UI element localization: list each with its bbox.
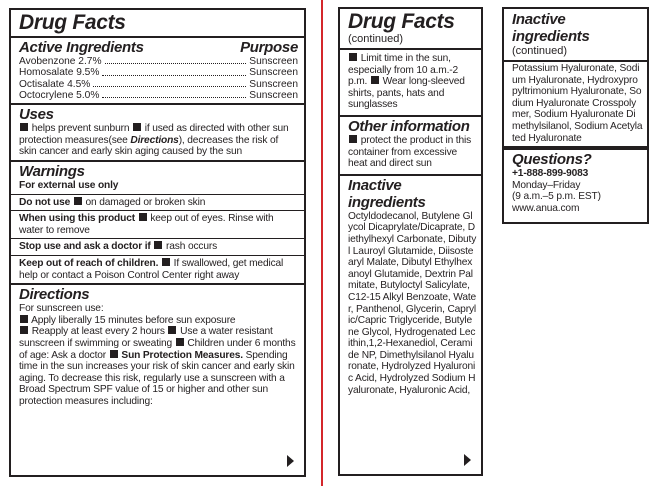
active-ingredients-heading: Active Ingredients <box>19 39 144 56</box>
hours-time: (9 a.m.–5 p.m. EST) <box>512 191 601 203</box>
black-square-bullet-icon <box>74 197 82 205</box>
when-using-text <box>19 213 298 236</box>
other-information-text <box>348 135 477 170</box>
ingredient-row <box>19 67 298 78</box>
when-using-label: When using this product <box>19 213 135 225</box>
questions-heading: Questions? <box>512 151 592 169</box>
uses-part-b: if used as directed with other sun protection measures(see <box>19 123 289 146</box>
uses-part-a: helps prevent sunburn <box>31 123 130 135</box>
ingredient-row <box>19 79 298 90</box>
continue-arrow-icon <box>464 454 471 466</box>
inactive-ingredients-heading: Inactive ingredients <box>512 11 590 45</box>
inactive-ingredients-text: Potassium Hyaluronate, Sodium Hyaluronate, Hydroxypropyltrimonium Hyaluronate, Sodium Hyaluronate Crosspolymer, Sodium Hyaluronate Dimethylsilanol, Sodium Acetylated Hyaluronate <box>512 63 643 144</box>
sun-measures-text <box>348 53 477 111</box>
divider <box>11 160 304 162</box>
divider <box>340 48 481 50</box>
direction-item <box>19 315 298 327</box>
wear-clothing-text: Wear long-sleeved shirts, pants, hats and sunglasses <box>348 76 465 111</box>
website-text: www.anua.com <box>512 202 580 214</box>
black-square-bullet-icon <box>20 326 28 334</box>
drug-facts-panel-1 <box>9 8 306 477</box>
black-square-bullet-icon <box>133 123 141 131</box>
direction-4: Children under 6 months of age: Ask a doctor <box>19 337 296 361</box>
uses-heading: Uses <box>19 106 54 124</box>
external-use-text: For external use only <box>19 179 119 191</box>
stop-use-text <box>19 241 298 253</box>
divider <box>11 103 304 105</box>
leader-dots <box>105 63 247 64</box>
ingredient-name: Octocrylene 5.0% <box>19 89 100 101</box>
uses-text <box>19 123 298 158</box>
ingredient-purpose: Sunscreen <box>249 78 298 90</box>
panel-title: Drug Facts <box>348 10 455 33</box>
black-square-bullet-icon <box>162 258 170 266</box>
uses-part-c: ), decreases the risk of skin cancer and early skin aging caused by the sun <box>19 134 279 158</box>
leader-dots <box>102 75 246 76</box>
direction-3: Use a water resistant sunscreen if swimming or sweating <box>19 326 273 349</box>
inactive-ingredients-heading: Inactive ingredients <box>348 176 426 211</box>
ingredient-purpose: Sunscreen <box>249 67 298 79</box>
divider <box>340 115 481 117</box>
black-square-bullet-icon <box>349 53 357 61</box>
stop-use-detail: rash occurs <box>166 241 218 253</box>
leader-dots <box>93 86 246 87</box>
ingredients-list <box>19 56 298 101</box>
divider <box>11 194 304 195</box>
black-square-bullet-icon <box>168 326 176 334</box>
black-square-bullet-icon <box>20 123 28 131</box>
limit-sun-text: Limit time in the sun, especially from 10 a.m.-2 p.m. <box>348 53 459 88</box>
drug-facts-panel-3 <box>502 7 649 224</box>
directions-heading: Directions <box>19 286 90 304</box>
black-square-bullet-icon <box>20 315 28 323</box>
black-square-bullet-icon <box>176 338 184 346</box>
keep-out-text <box>19 258 298 281</box>
active-ingredients-header <box>19 39 298 56</box>
phone-number: +1-888-899-9083 <box>512 168 589 180</box>
divider <box>11 255 304 256</box>
storage-text: protect the product in this container from excessive heat and direct sun <box>348 134 472 170</box>
divider <box>504 60 647 62</box>
stop-use-label: Stop use and ask a doctor if <box>19 241 151 253</box>
leader-dots <box>102 97 246 98</box>
black-square-bullet-icon <box>154 241 162 249</box>
directions-text <box>19 303 298 407</box>
divider <box>11 238 304 239</box>
direction-item <box>19 326 298 407</box>
do-not-use-text <box>19 197 298 209</box>
panel-divider-line <box>321 0 323 486</box>
divider <box>11 36 304 38</box>
ingredient-name: Avobenzone 2.7% <box>19 56 102 67</box>
ingredient-purpose: Sunscreen <box>249 89 298 101</box>
ingredient-name: Octisalate 4.5% <box>19 78 91 90</box>
divider <box>504 146 647 150</box>
direction-2: Reapply at least every 2 hours <box>31 326 165 338</box>
divider <box>11 210 304 211</box>
continued-label: (continued) <box>348 33 404 45</box>
black-square-bullet-icon <box>110 350 118 358</box>
drug-facts-panel-2 <box>338 7 483 476</box>
ingredient-name: Homosalate 9.5% <box>19 67 100 79</box>
keep-out-label: Keep out of reach of children. <box>19 257 159 269</box>
do-not-use-label: Do not use <box>19 196 71 208</box>
keep-out-detail: If swallowed, get medical help or contact a Poison Control Center right away <box>19 257 284 281</box>
ingredient-row <box>19 90 298 101</box>
black-square-bullet-icon <box>371 76 379 84</box>
panel-title: Drug Facts <box>19 11 126 34</box>
when-using-detail: keep out of eyes. Rinse with water to remove <box>19 213 274 236</box>
hours-days: Monday–Friday <box>512 179 581 191</box>
sun-protection-text: Spending time in the sun increases your risk of skin cancer and early skin aging. To decrease this risk, regularly use a sunscreen with a Broad Spectrum SPF value of 15 or higher and other sun protection measures including: <box>19 349 295 407</box>
other-information-heading: Other information <box>348 117 470 135</box>
divider <box>11 283 304 285</box>
do-not-use-detail: on damaged or broken skin <box>85 196 206 208</box>
warnings-heading: Warnings <box>19 162 85 180</box>
uses-directions-ref: Directions <box>130 134 179 146</box>
inactive-ingredients-text: Octyldodecanol, Butylene Glycol Dicaprylate/Dicaprate, Diethylhexyl Carbonate, Dibutyl Lauroyl Glutamide, Diisostearyl Malate, Dibutyl Ethylhexanoyl Glutamide, Dextrin Palmitate, Butyloctyl Salicylate, C12-15 Alkyl Benzoate, Water, Panthenol, Glycerin, Caprylic/Capric Triglyceride, Butylene Glycol, Hydrogenated Lecithin,1,2-Hexanediol, Ceramide NP, Dimethylsilanol Hyaluronate, Hydrolyzed Hyaluronic Acid, Hydrolyzed Sodium Hyaluronate, Hyaluronic Acid, <box>348 210 477 396</box>
continued-label: (continued) <box>512 45 568 57</box>
purpose-heading: Purpose <box>240 39 298 56</box>
directions-intro: For sunscreen use: <box>19 303 104 315</box>
divider <box>340 174 481 176</box>
direction-1: Apply liberally 15 minutes before sun exposure <box>31 314 236 326</box>
ingredient-row <box>19 56 298 67</box>
continue-arrow-icon <box>287 455 294 467</box>
sun-protection-label: Sun Protection Measures. <box>121 349 243 361</box>
black-square-bullet-icon <box>349 135 357 143</box>
ingredient-purpose: Sunscreen <box>249 56 298 67</box>
black-square-bullet-icon <box>139 213 147 221</box>
